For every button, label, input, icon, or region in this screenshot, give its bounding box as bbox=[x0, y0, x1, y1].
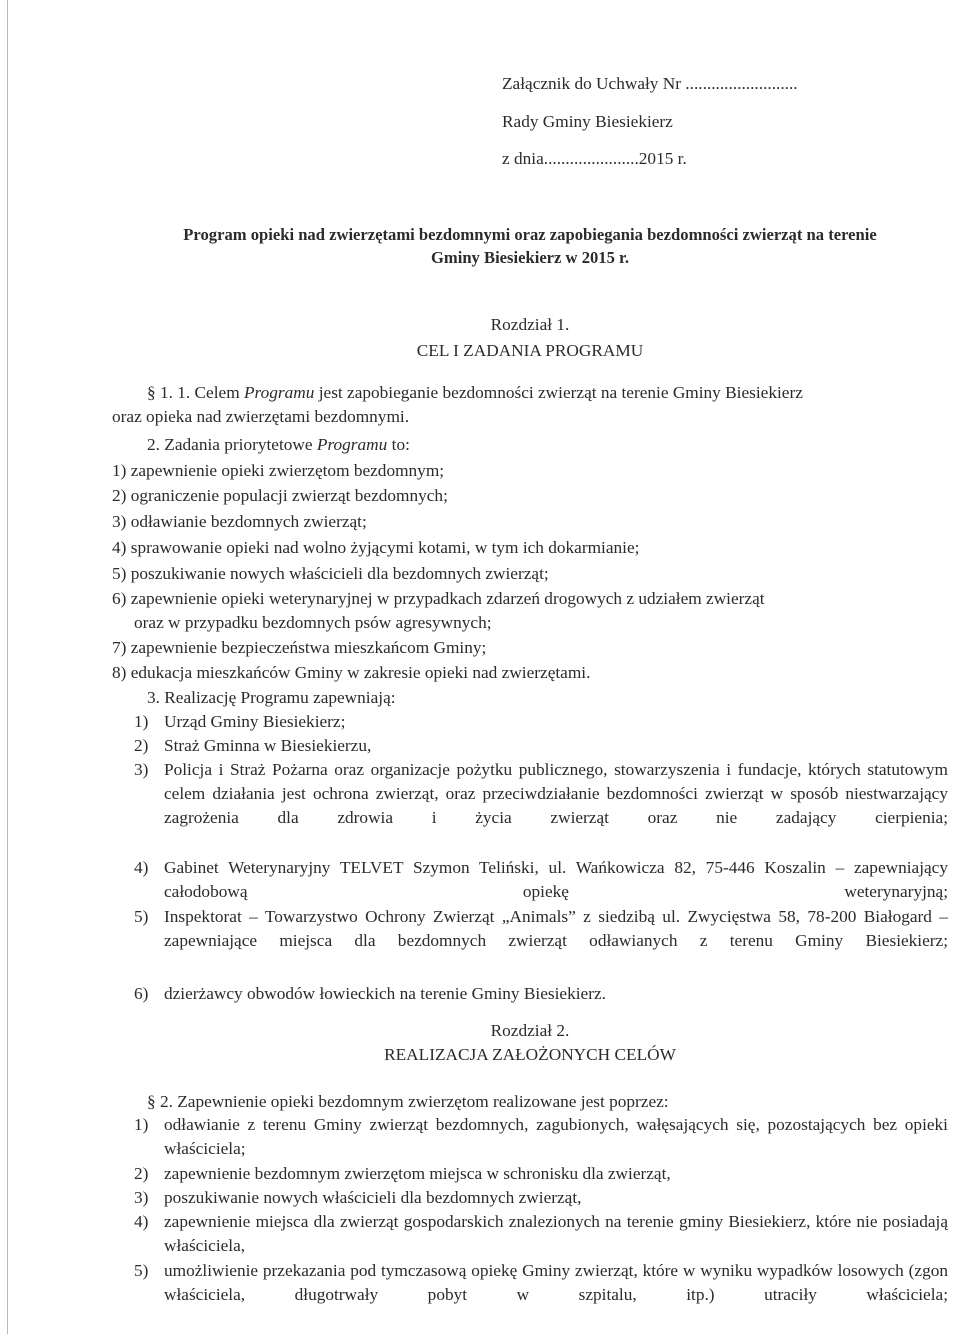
measure-number: 3) bbox=[134, 1188, 149, 1207]
section1-p1-program: Programu bbox=[243, 383, 315, 402]
measure-number: 2) bbox=[134, 1164, 149, 1183]
chapter2-number: Rozdział 2. bbox=[490, 1021, 570, 1040]
page-margin-line bbox=[7, 0, 8, 1334]
section1-paragraph3-intro: 3. Realizację Programu zapewniają: bbox=[147, 688, 396, 707]
measure-number: 5) bbox=[134, 1261, 149, 1280]
header-date-line: z dnia......................2015 r. bbox=[502, 149, 687, 168]
header-council-line: Rady Gminy Biesiekierz bbox=[502, 112, 673, 131]
task-item: 4) sprawowanie opieki nad wolno żyjącymi kotami, w tym ich dokarmianie; bbox=[112, 538, 640, 557]
section2-intro: § 2. Zapewnienie opieki bezdomnym zwierzętom realizowane jest poprzez: bbox=[147, 1092, 669, 1111]
measure-text: poszukiwanie nowych właścicieli dla bezdomnych zwierząt, bbox=[164, 1188, 582, 1207]
provider-text: Inspektorat – Towarzystwo Ochrony Zwierząt „Animals” z siedzibą ul. Zwycięstwa 58, 78-200 Białogard – zapewniające miejsca dla bezdomnych zwierząt odławianych z terenu Gminy Biesiekierz; bbox=[164, 907, 948, 950]
measure-number: 4) bbox=[134, 1212, 149, 1231]
task-item: 5) poszukiwanie nowych właścicieli dla bezdomnych zwierząt; bbox=[112, 564, 549, 583]
measure-text: zapewnienie bezdomnym zwierzętom miejsca w schronisku dla zwierząt, bbox=[164, 1164, 671, 1183]
program-title-line2: Gminy Biesiekierz w 2015 r. bbox=[430, 248, 630, 267]
measure-number: 1) bbox=[134, 1115, 149, 1134]
section1-p1-text: jest zapobieganie bezdomności zwierząt na terenie Gminy Biesiekierz bbox=[318, 383, 803, 402]
measure-text: odławianie z terenu Gminy zwierząt bezdomnych, zagubionych, wałęsających się, pozostających bez opieki właściciela; bbox=[164, 1115, 948, 1158]
provider-number: 6) bbox=[134, 984, 149, 1003]
task-item: 2) ograniczenie populacji zwierząt bezdomnych; bbox=[112, 486, 448, 505]
measure-text: zapewnienie miejsca dla zwierząt gospodarskich znalezionych na terenie gminy Biesiekierz, które nie posiadają właściciela, bbox=[164, 1212, 948, 1255]
provider-number: 3) bbox=[134, 760, 149, 779]
provider-number: 5) bbox=[134, 907, 149, 926]
task-item: 1) zapewnienie opieki zwierzętom bezdomnym; bbox=[112, 461, 445, 480]
chapter2-title: REALIZACJA ZAŁOŻONYCH CELÓW bbox=[384, 1045, 676, 1064]
provider-text: Gabinet Weterynaryjny TELVET Szymon Teliński, ul. Wańkowicza 82, 75-446 Koszalin – zapewniający całodobową opiekę weterynaryjną; bbox=[164, 858, 948, 901]
section1-paragraph1-line2: oraz opieka nad zwierzętami bezdomnymi. bbox=[112, 407, 410, 426]
task-item: 8) edukacja mieszkańców Gminy w zakresie opieki nad zwierzętami. bbox=[112, 663, 591, 682]
provider-text: Urząd Gminy Biesiekierz; bbox=[164, 712, 346, 731]
provider-number: 1) bbox=[134, 712, 149, 731]
section1-p2-prefix: 2. Zadania priorytetowe bbox=[147, 435, 313, 454]
chapter1-title: CEL I ZADANIA PROGRAMU bbox=[416, 341, 644, 360]
section1-p2-suffix: to: bbox=[391, 435, 410, 454]
section1-p1-prefix: § 1. 1. Celem bbox=[147, 383, 240, 402]
chapter1-number: Rozdział 1. bbox=[490, 315, 570, 334]
section1-paragraph2-intro bbox=[147, 433, 410, 457]
provider-text: dzierżawcy obwodów łowieckich na terenie Gminy Biesiekierz. bbox=[164, 984, 606, 1003]
provider-number: 2) bbox=[134, 736, 149, 755]
section1-paragraph1-line1 bbox=[147, 381, 803, 405]
program-title-line1: Program opieki nad zwierzętami bezdomnymi oraz zapobiegania bezdomności zwierząt na terenie bbox=[183, 225, 877, 244]
task-item: 6) zapewnienie opieki weterynaryjnej w przypadkach zdarzeń drogowych z udziałem zwierząt bbox=[112, 589, 765, 608]
provider-number: 4) bbox=[134, 858, 149, 877]
provider-text: Straż Gminna w Biesiekierzu, bbox=[164, 736, 372, 755]
header-annex-line: Załącznik do Uchwały Nr .......................... bbox=[502, 74, 798, 93]
task-item: 3) odławianie bezdomnych zwierząt; bbox=[112, 512, 367, 531]
section1-p2-program: Programu bbox=[316, 435, 388, 454]
task-item: 7) zapewnienie bezpieczeństwa mieszkańcom Gminy; bbox=[112, 638, 487, 657]
task-item-continuation: oraz w przypadku bezdomnych psów agresywnych; bbox=[134, 613, 492, 632]
measure-text: umożliwienie przekazania pod tymczasową opiekę Gminy zwierząt, które w wyniku wypadków losowych (zgon właściciela, długotrwały pobyt w szpitalu, itp.) utraciły właściciela; bbox=[164, 1261, 948, 1304]
provider-text: Policja i Straż Pożarna oraz organizacje pożytku publicznego, stowarzyszenia i fundacje, których statutowym celem działania jest ochrona zwierząt, oraz przeciwdziałanie bezdomności zwierząt w sposób niestwarzający zagrożenia dla zdrowia i życia zwierząt oraz nie zadający cierpienia; bbox=[164, 760, 948, 827]
